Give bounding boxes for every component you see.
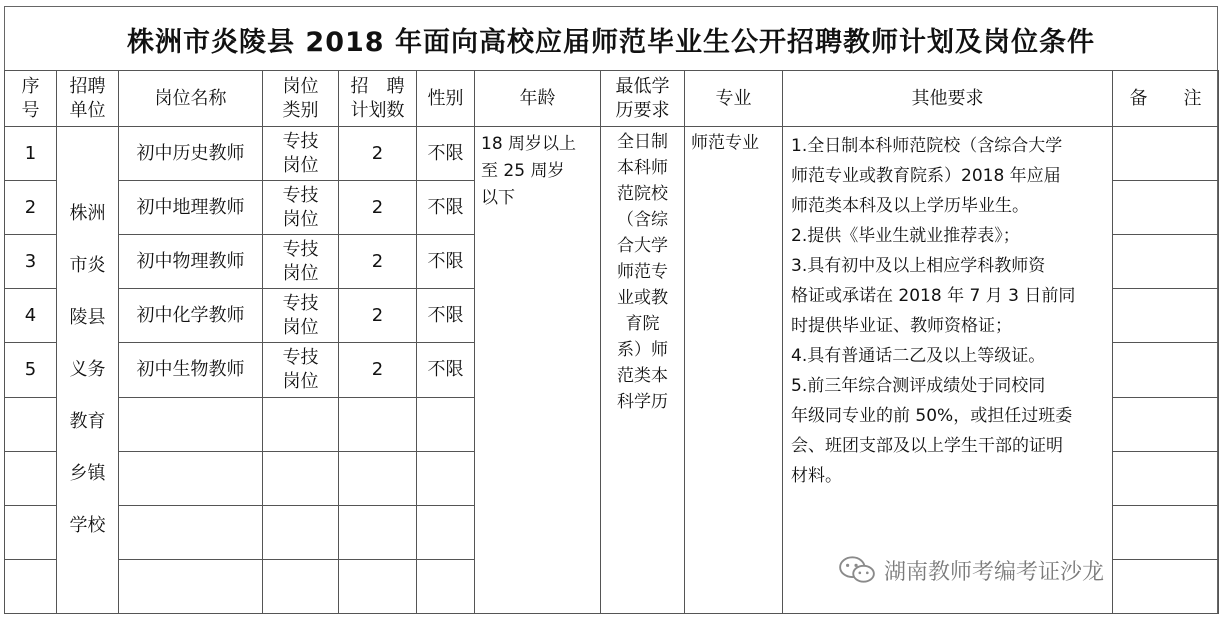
header-seq: 序 号 — [5, 71, 57, 127]
cell-empty — [5, 397, 57, 451]
cell-empty — [417, 559, 475, 613]
cell-type: 专技 岗位 — [263, 289, 339, 343]
cell-empty — [263, 451, 339, 505]
cell-remark — [1113, 289, 1219, 343]
cell-education: 全日制 本科师 范院校 （含综 合大学 师范专 业或教 育院 系）师 范类本 科学历 — [601, 127, 685, 614]
document-title: 株洲市炎陵县 2018 年面向高校应届师范毕业生公开招聘教师计划及岗位条件 — [127, 26, 1095, 58]
cell-gender: 不限 — [417, 127, 475, 181]
cell-remark — [1113, 235, 1219, 289]
table-row — [5, 127, 1219, 181]
cell-type: 专技 岗位 — [263, 235, 339, 289]
header-plan: 招 聘 计划数 — [339, 71, 417, 127]
cell-empty — [1113, 559, 1219, 613]
cell-empty — [119, 397, 263, 451]
cell-position: 初中地理教师 — [119, 181, 263, 235]
cell-plan: 2 — [339, 127, 417, 181]
watermark-text: 湖南教师考编考证沙龙 — [884, 559, 1105, 585]
cell-seq: 4 — [5, 289, 57, 343]
header-other: 其他要求 — [783, 71, 1113, 127]
cell-empty — [339, 559, 417, 613]
cell-empty — [263, 559, 339, 613]
header-type: 岗位 类别 — [263, 71, 339, 127]
cell-empty — [263, 397, 339, 451]
cell-unit: 株洲 市炎 陵县 义务 教育 乡镇 学校 — [57, 127, 119, 614]
cell-position: 初中物理教师 — [119, 235, 263, 289]
cell-position: 初中生物教师 — [119, 343, 263, 397]
cell-type: 专技 岗位 — [263, 343, 339, 397]
cell-other-requirements: 1.全日制本科师范院校（含综合大学 师范专业或教育院系）2018 年应届 师范类本科及以上学历毕业生。 2.提供《毕业生就业推荐表》； 3.具有初中及以上相应学科教师资 格证或承诺在 2018 年 7 月 3 日前同 时提供毕业证、教师资格证； 4.具有普通话二乙及以上等级证。 5.前三年综合测评成绩处于同校同 年级同专业的前 50%，或担任过班委 会、班团支部及以上学生干部的证明 材料。 — [783, 127, 1113, 614]
cell-seq: 3 — [5, 235, 57, 289]
cell-empty — [339, 397, 417, 451]
header-row — [5, 71, 1219, 127]
cell-gender: 不限 — [417, 235, 475, 289]
cell-seq: 2 — [5, 181, 57, 235]
cell-type: 专技 岗位 — [263, 181, 339, 235]
cell-empty — [5, 451, 57, 505]
cell-position: 初中历史教师 — [119, 127, 263, 181]
cell-gender: 不限 — [417, 289, 475, 343]
cell-empty — [263, 505, 339, 559]
cell-plan: 2 — [339, 343, 417, 397]
cell-remark — [1113, 343, 1219, 397]
cell-type: 专技 岗位 — [263, 127, 339, 181]
cell-empty — [339, 451, 417, 505]
cell-empty — [1113, 505, 1219, 559]
header-education: 最低学 历要求 — [601, 71, 685, 127]
cell-empty — [417, 451, 475, 505]
cell-empty — [1113, 397, 1219, 451]
header-unit: 招聘 单位 — [57, 71, 119, 127]
cell-empty — [5, 505, 57, 559]
cell-empty — [119, 451, 263, 505]
cell-empty — [417, 397, 475, 451]
cell-empty — [119, 505, 263, 559]
header-position: 岗位名称 — [119, 71, 263, 127]
header-major: 专业 — [685, 71, 783, 127]
cell-empty — [339, 505, 417, 559]
cell-major: 师范专业 — [685, 127, 783, 614]
cell-age: 18 周岁以上 至 25 周岁 以下 — [475, 127, 601, 614]
cell-empty — [417, 505, 475, 559]
cell-position: 初中化学教师 — [119, 289, 263, 343]
recruitment-table — [4, 70, 1219, 614]
cell-empty — [119, 559, 263, 613]
cell-gender: 不限 — [417, 181, 475, 235]
cell-remark — [1113, 181, 1219, 235]
cell-empty — [5, 559, 57, 613]
cell-seq: 5 — [5, 343, 57, 397]
header-remark: 备 注 — [1113, 71, 1219, 127]
cell-plan: 2 — [339, 235, 417, 289]
cell-seq: 1 — [5, 127, 57, 181]
header-gender: 性别 — [417, 71, 475, 127]
cell-gender: 不限 — [417, 343, 475, 397]
cell-plan: 2 — [339, 289, 417, 343]
cell-empty — [1113, 451, 1219, 505]
cell-plan: 2 — [339, 181, 417, 235]
cell-remark — [1113, 127, 1219, 181]
header-age: 年龄 — [475, 71, 601, 127]
